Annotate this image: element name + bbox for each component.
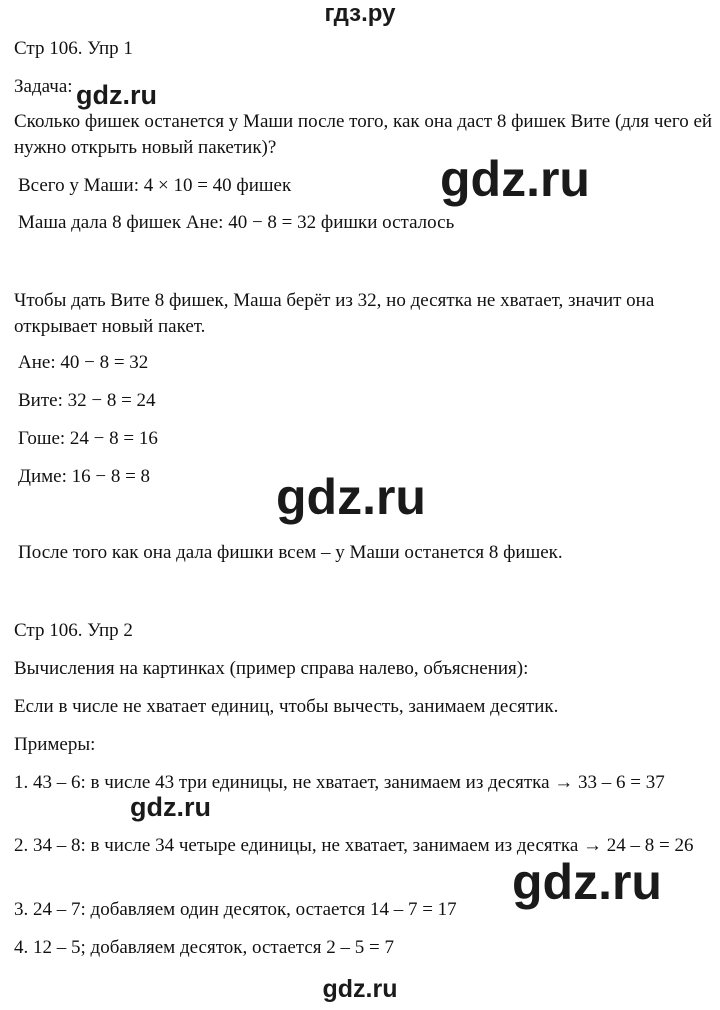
watermark-4: gdz.ru bbox=[130, 792, 211, 822]
watermark-3: gdz.ru bbox=[276, 469, 426, 525]
example-4: 4. 12 – 5; добавляем десяток, остается 2 – 5 = 7 bbox=[14, 937, 394, 958]
examples-label: Примеры: bbox=[14, 734, 96, 755]
section2-rule: Если в числе не хватает единиц, чтобы вычесть, занимаем десятик. bbox=[14, 696, 559, 717]
step-vite: Вите: 32 − 8 = 24 bbox=[18, 390, 156, 411]
step-dime: Диме: 16 − 8 = 8 bbox=[18, 466, 151, 487]
explanation: Чтобы дать Вите 8 фишек, Маша берёт из 32, но десятка не хватает, значит она открывает новый пакет. bbox=[14, 290, 655, 337]
section1-heading: Стр 106. Упр 1 bbox=[14, 38, 133, 59]
example-1: 1. 43 – 6: в числе 43 три единицы, не хватает, занимаем из десятка → 33 – 6 = 37 bbox=[14, 772, 665, 793]
watermark-2: gdz.ru bbox=[440, 151, 590, 207]
section2-heading: Стр 106. Упр 2 bbox=[14, 620, 133, 641]
site-header: гдз.ру bbox=[324, 0, 396, 27]
conclusion: После того как она дала фишки всем – у Маши останется 8 фишек. bbox=[18, 542, 563, 563]
step-ane: Ане: 40 − 8 = 32 bbox=[18, 352, 149, 373]
watermark-5: gdz.ru bbox=[512, 854, 662, 910]
task-label: Задача: bbox=[14, 76, 73, 97]
step-goshe: Гоше: 24 − 8 = 16 bbox=[18, 428, 158, 449]
watermark-1: gdz.ru bbox=[76, 80, 157, 110]
line-total: Всего у Маши: 4 × 10 = 40 фишек bbox=[18, 175, 292, 196]
example-2: 2. 34 – 8: в числе 34 четыре единицы, не хватает, занимаем из десятка → 24 – 8 = 26 bbox=[14, 835, 694, 856]
example-3: 3. 24 – 7: добавляем один десяток, остается 14 – 7 = 17 bbox=[14, 899, 457, 920]
line-gave: Маша дала 8 фишек Ане: 40 − 8 = 32 фишки осталось bbox=[18, 212, 455, 233]
task-question: Сколько фишек останется у Маши после того, как она даст 8 фишек Вите (для чего ей нужно открыть новый пакетик)? bbox=[14, 111, 713, 158]
site-footer: gdz.ru bbox=[322, 975, 398, 1003]
section2-intro: Вычисления на картинках (пример справа налево, объяснения): bbox=[14, 658, 529, 679]
